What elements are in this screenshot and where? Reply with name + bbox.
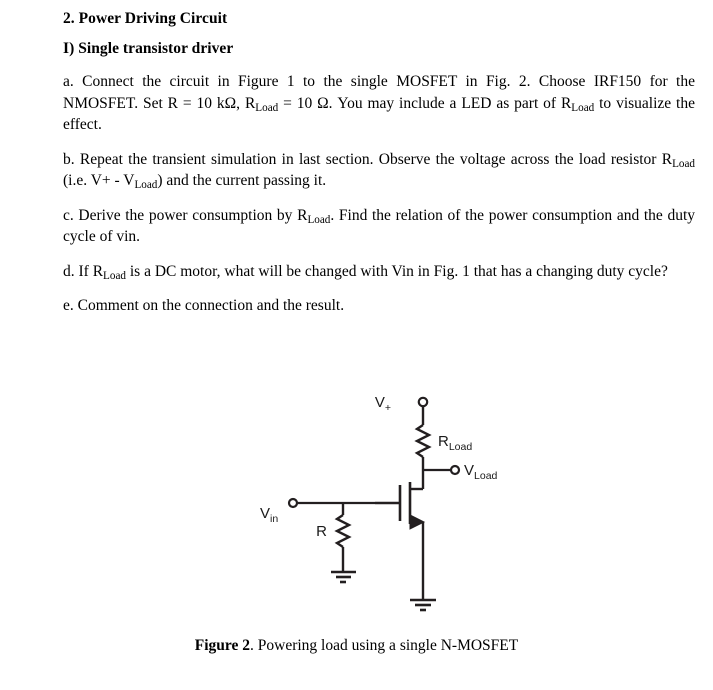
r-resistor-symbol bbox=[337, 515, 349, 547]
label-r: R bbox=[316, 523, 327, 540]
figure-caption-text: . Powering load using a single N-MOSFET bbox=[250, 637, 519, 654]
paragraph-e: e. Comment on the connection and the result. bbox=[63, 297, 345, 314]
paragraph-c-text-2: . Find the relation of the power consumption and the duty cycle of vin. bbox=[63, 206, 696, 245]
paragraph-a-text-1: a. Connect the circuit in Figure 1 to the single MOSFET in Fig. 2. Choose IRF150 for the NMOSFET. Set R = 10 kΩ, R bbox=[63, 73, 695, 112]
label-vin bbox=[260, 505, 278, 525]
paragraph-d-sub-1: Load bbox=[103, 269, 126, 282]
label-vload-sub: Load bbox=[474, 470, 498, 482]
label-rload-sub: Load bbox=[448, 441, 473, 453]
label-vplus-main: V bbox=[374, 394, 385, 411]
label-vin-sub: in bbox=[270, 513, 279, 525]
paragraph-b bbox=[63, 149, 695, 192]
label-rload bbox=[438, 433, 472, 453]
label-vin-main: V bbox=[260, 505, 271, 522]
paragraph-b-sub-2: Load bbox=[134, 179, 158, 192]
paragraph-d bbox=[63, 261, 695, 283]
section-heading: 2. Power Driving Circuit bbox=[63, 10, 228, 27]
figure-caption bbox=[0, 636, 713, 656]
label-vload bbox=[464, 462, 498, 482]
label-vplus-sub: + bbox=[384, 402, 391, 414]
label-rload-main: R bbox=[438, 433, 449, 450]
paragraph-a-sub-1: Load bbox=[255, 101, 279, 114]
figure-2 bbox=[0, 382, 713, 632]
paragraph-b-text-1: b. Repeat the transient simulation in last section. Observe the voltage across the load resistor R bbox=[63, 150, 673, 168]
paragraph-d-text-1: d. If R bbox=[63, 262, 104, 280]
paragraph-a-text-3: to visualize the effect. bbox=[63, 94, 695, 133]
paragraph-b-sub-1: Load bbox=[672, 157, 695, 170]
paragraph-d-text-2: is a DC motor, what will be changed with Vin in Fig. 1 that has a changing duty cycle? bbox=[125, 262, 668, 280]
paragraph-a bbox=[63, 71, 695, 136]
circuit-diagram bbox=[240, 382, 530, 632]
paragraph-a-sub-2: Load bbox=[571, 101, 595, 114]
rload-resistor-symbol bbox=[417, 425, 429, 457]
vin-terminal-node bbox=[289, 499, 297, 507]
vplus-terminal-node bbox=[419, 398, 427, 406]
paragraph-c bbox=[63, 205, 695, 248]
vload-terminal-node bbox=[451, 466, 459, 474]
paragraph-a-text-2: = 10 Ω. You may include a LED as part of R bbox=[278, 94, 572, 112]
paragraph-c-sub-1: Load bbox=[307, 213, 331, 226]
paragraph-b-text-2: (i.e. V+ - V bbox=[63, 172, 135, 189]
paragraph-b-text-3: ) and the current passing it. bbox=[157, 172, 327, 189]
figure-caption-label: Figure 2 bbox=[194, 637, 250, 654]
document-body bbox=[63, 8, 695, 330]
paragraph-c-text-1: c. Derive the power consumption by R bbox=[63, 206, 308, 224]
label-vload-main: V bbox=[464, 462, 475, 479]
label-vplus bbox=[375, 394, 391, 414]
subsection-heading: I) Single transistor driver bbox=[63, 40, 234, 57]
